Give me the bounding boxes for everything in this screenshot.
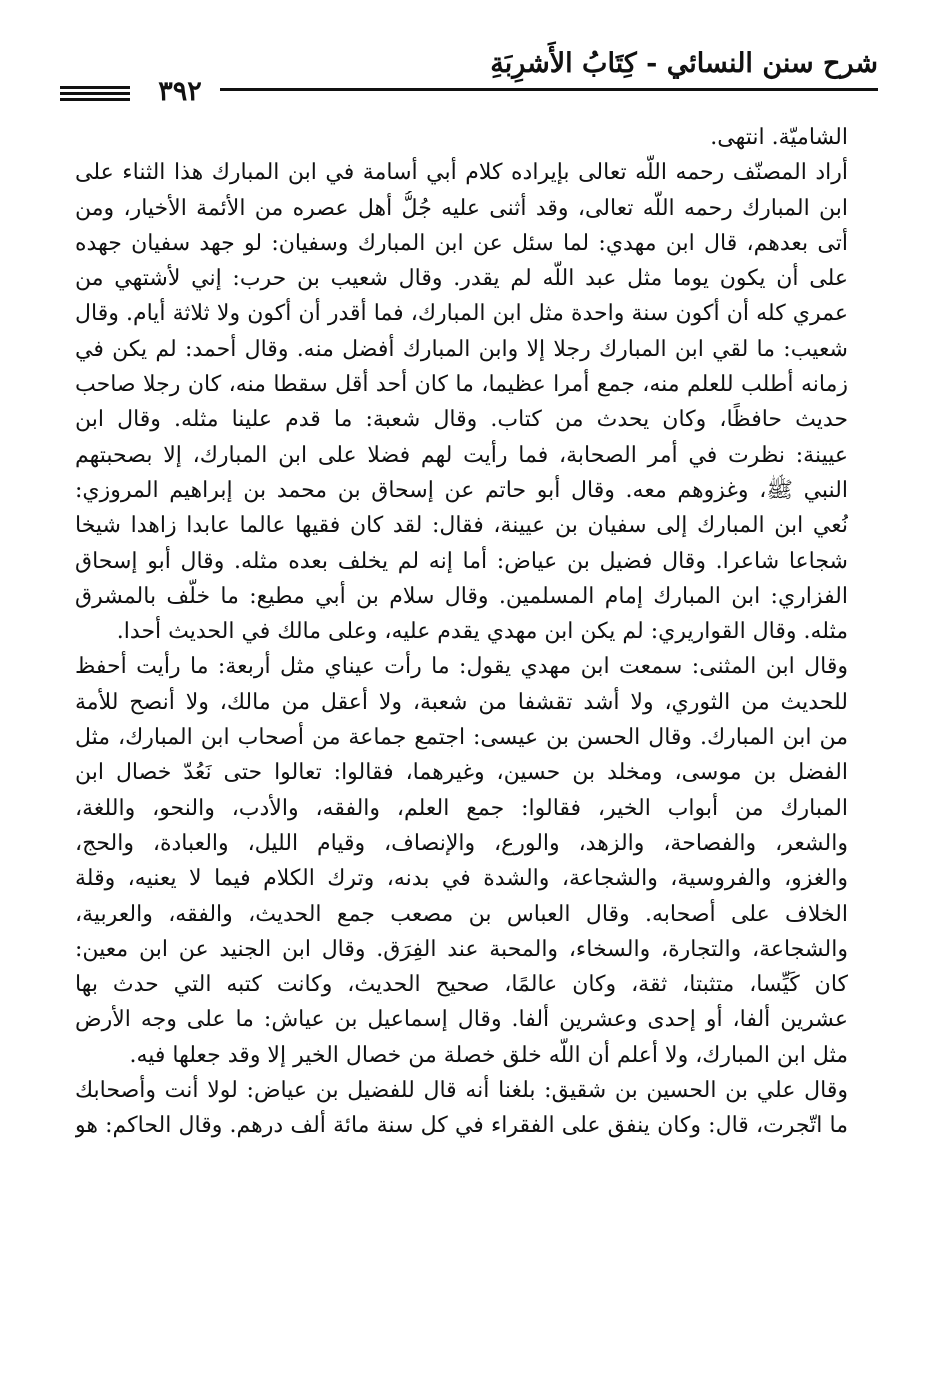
text-line: والغزو، والفروسية، والشجاعة، والشدة في بدنه، وترك الكلام فيما لا يعنيه، وقلة	[75, 866, 848, 892]
text-line: الخلاف على أصحابه. وقال العباس بن مصعب جمع الحديث، والفقه، والعربية،	[75, 901, 848, 927]
rule-line	[60, 92, 130, 95]
text-line: أراد المصنّف رحمه اللّه تعالى بإيراده كلام أبي أسامة في ابن المبارك هذا الثناء على	[75, 160, 848, 186]
page-header	[60, 40, 878, 110]
text-line: النبي ﷺ، وغزوهم معه. وقال أبو حاتم عن إسحاق بن محمد بن إبراهيم المروزي:	[75, 477, 848, 503]
text-line: نُعي ابن المبارك إلى سفيان بن عيينة، فقال: لقد كان فقيها عالما عابدا زاهدا شيخا	[75, 513, 848, 539]
text-line: الشاميّة. انتهى.	[710, 125, 848, 150]
text-line: وقال ابن المثنى: سمعت ابن مهدي يقول: ما رأت عيناي مثل أربعة: ما رأيت أحفظ	[75, 654, 848, 680]
text-line: الفضل بن موسى، ومخلد بن حسين، وغيرهما، فقالوا: تعالوا حتى نَعُدّ خصال ابن	[75, 760, 848, 786]
text-line: أتى بعدهم، قال ابن مهدي: لما سئل عن ابن المبارك وسفيان: لو جهد سفيان جهده	[75, 230, 848, 256]
text-line: ما اتّجرت، قال: وكان ينفق على الفقراء في كل سنة مائة ألف درهم. وقال الحاكم: هو	[75, 1113, 848, 1139]
text-line: حديث حافظًا، وكان يحدث من كتاب. وقال شعبة: ما قدم علينا مثله. وقال ابن	[75, 407, 848, 433]
text-line: شعيب: ما لقي ابن المبارك رجلا إلا وابن المبارك أفضل منه. وقال أحمد: لم يكن في	[75, 336, 848, 362]
body-text	[75, 120, 848, 1144]
text-line: عيينة: نظرت في أمر الصحابة، فما رأيت لهم فضلا على ابن المبارك، إلا بصحبتهم	[75, 442, 848, 468]
text-line: الفزاري: ابن المبارك إمام المسلمين. وقال سلام بن أبي مطيع: ما خلّف بالمشرق	[75, 583, 848, 609]
rule-line	[60, 98, 130, 101]
text-line: والشجاعة، والتجارة، والسخاء، والمحبة عند الفِرَق. وقال ابن الجنيد عن ابن معين:	[75, 936, 848, 962]
running-title: شرح سنن النسائي - كِتَابُ الأَشرِبَةِ	[490, 48, 878, 79]
text-line: شجاعا شاعرا. وقال فضيل بن عياض: أما إنه لم يخلف بعده مثله. وقال أبو إسحاق	[75, 548, 848, 574]
page-number: ٣٩٢	[140, 76, 220, 107]
text-line: عمري كله أن أكون سنة واحدة مثل ابن المبارك، فما أقدر أن أكون ولا ثلاثة أيام. وقال	[75, 301, 848, 327]
text-line: وقال علي بن الحسين بن شقيق: بلغنا أنه قال للفضيل بن عياض: لولا أنت وأصحابك	[75, 1078, 848, 1104]
text-line: على أن يكون يوما مثل عبد اللّه لم يقدر. وقال شعيب بن حرب: إني لأشتهي من	[75, 266, 848, 292]
text-line: المبارك من أبواب الخير، فقالوا: جمع العلم، والفقه، والأدب، والنحو، واللغة،	[75, 795, 848, 821]
rule-line	[60, 86, 130, 89]
text-line: زمانه أطلب للعلم منه، جمع أمرا عظيما، ما كان أحد أقل سقطا منه، كان رجلا صاحب	[75, 372, 848, 398]
text-line: مثله. وقال القواريري: لم يكن ابن مهدي يقدم عليه، وعلى مالك في الحديث أحدا.	[116, 619, 848, 645]
text-line: كان كَيِّسا، متثبتا، ثقة، وكان عالمًا، صحيح الحديث، وكانت كتبه التي حدث بها	[75, 972, 848, 998]
text-line: ابن المبارك رحمه اللّه تعالى، وقد أثنى عليه جُلُّ أهل عصره من الأئمة الأخيار، ومن	[75, 195, 848, 221]
text-line: عشرين ألفا، أو إحدى وعشرين ألفا. وقال إسماعيل بن عياش: ما على وجه الأرض	[75, 1007, 848, 1033]
text-line: للحديث من الثوري، ولا أشد تقشفا من شعبة، ولا أعقل من مالك، ولا أنصح للأمة	[75, 689, 848, 715]
text-line: والشعر، والفصاحة، والزهد، والورع، والإنصاف، وقيام الليل، والعبادة، والحج،	[75, 830, 848, 856]
text-line: مثل ابن المبارك، ولا أعلم أن اللّه خلق خصلة من خصال الخير إلا وقد جعلها فيه.	[129, 1042, 848, 1068]
text-line: من ابن المبارك. وقال الحسن بن عيسى: اجتمع جماعة من أصحاب ابن المبارك، مثل	[75, 725, 848, 751]
